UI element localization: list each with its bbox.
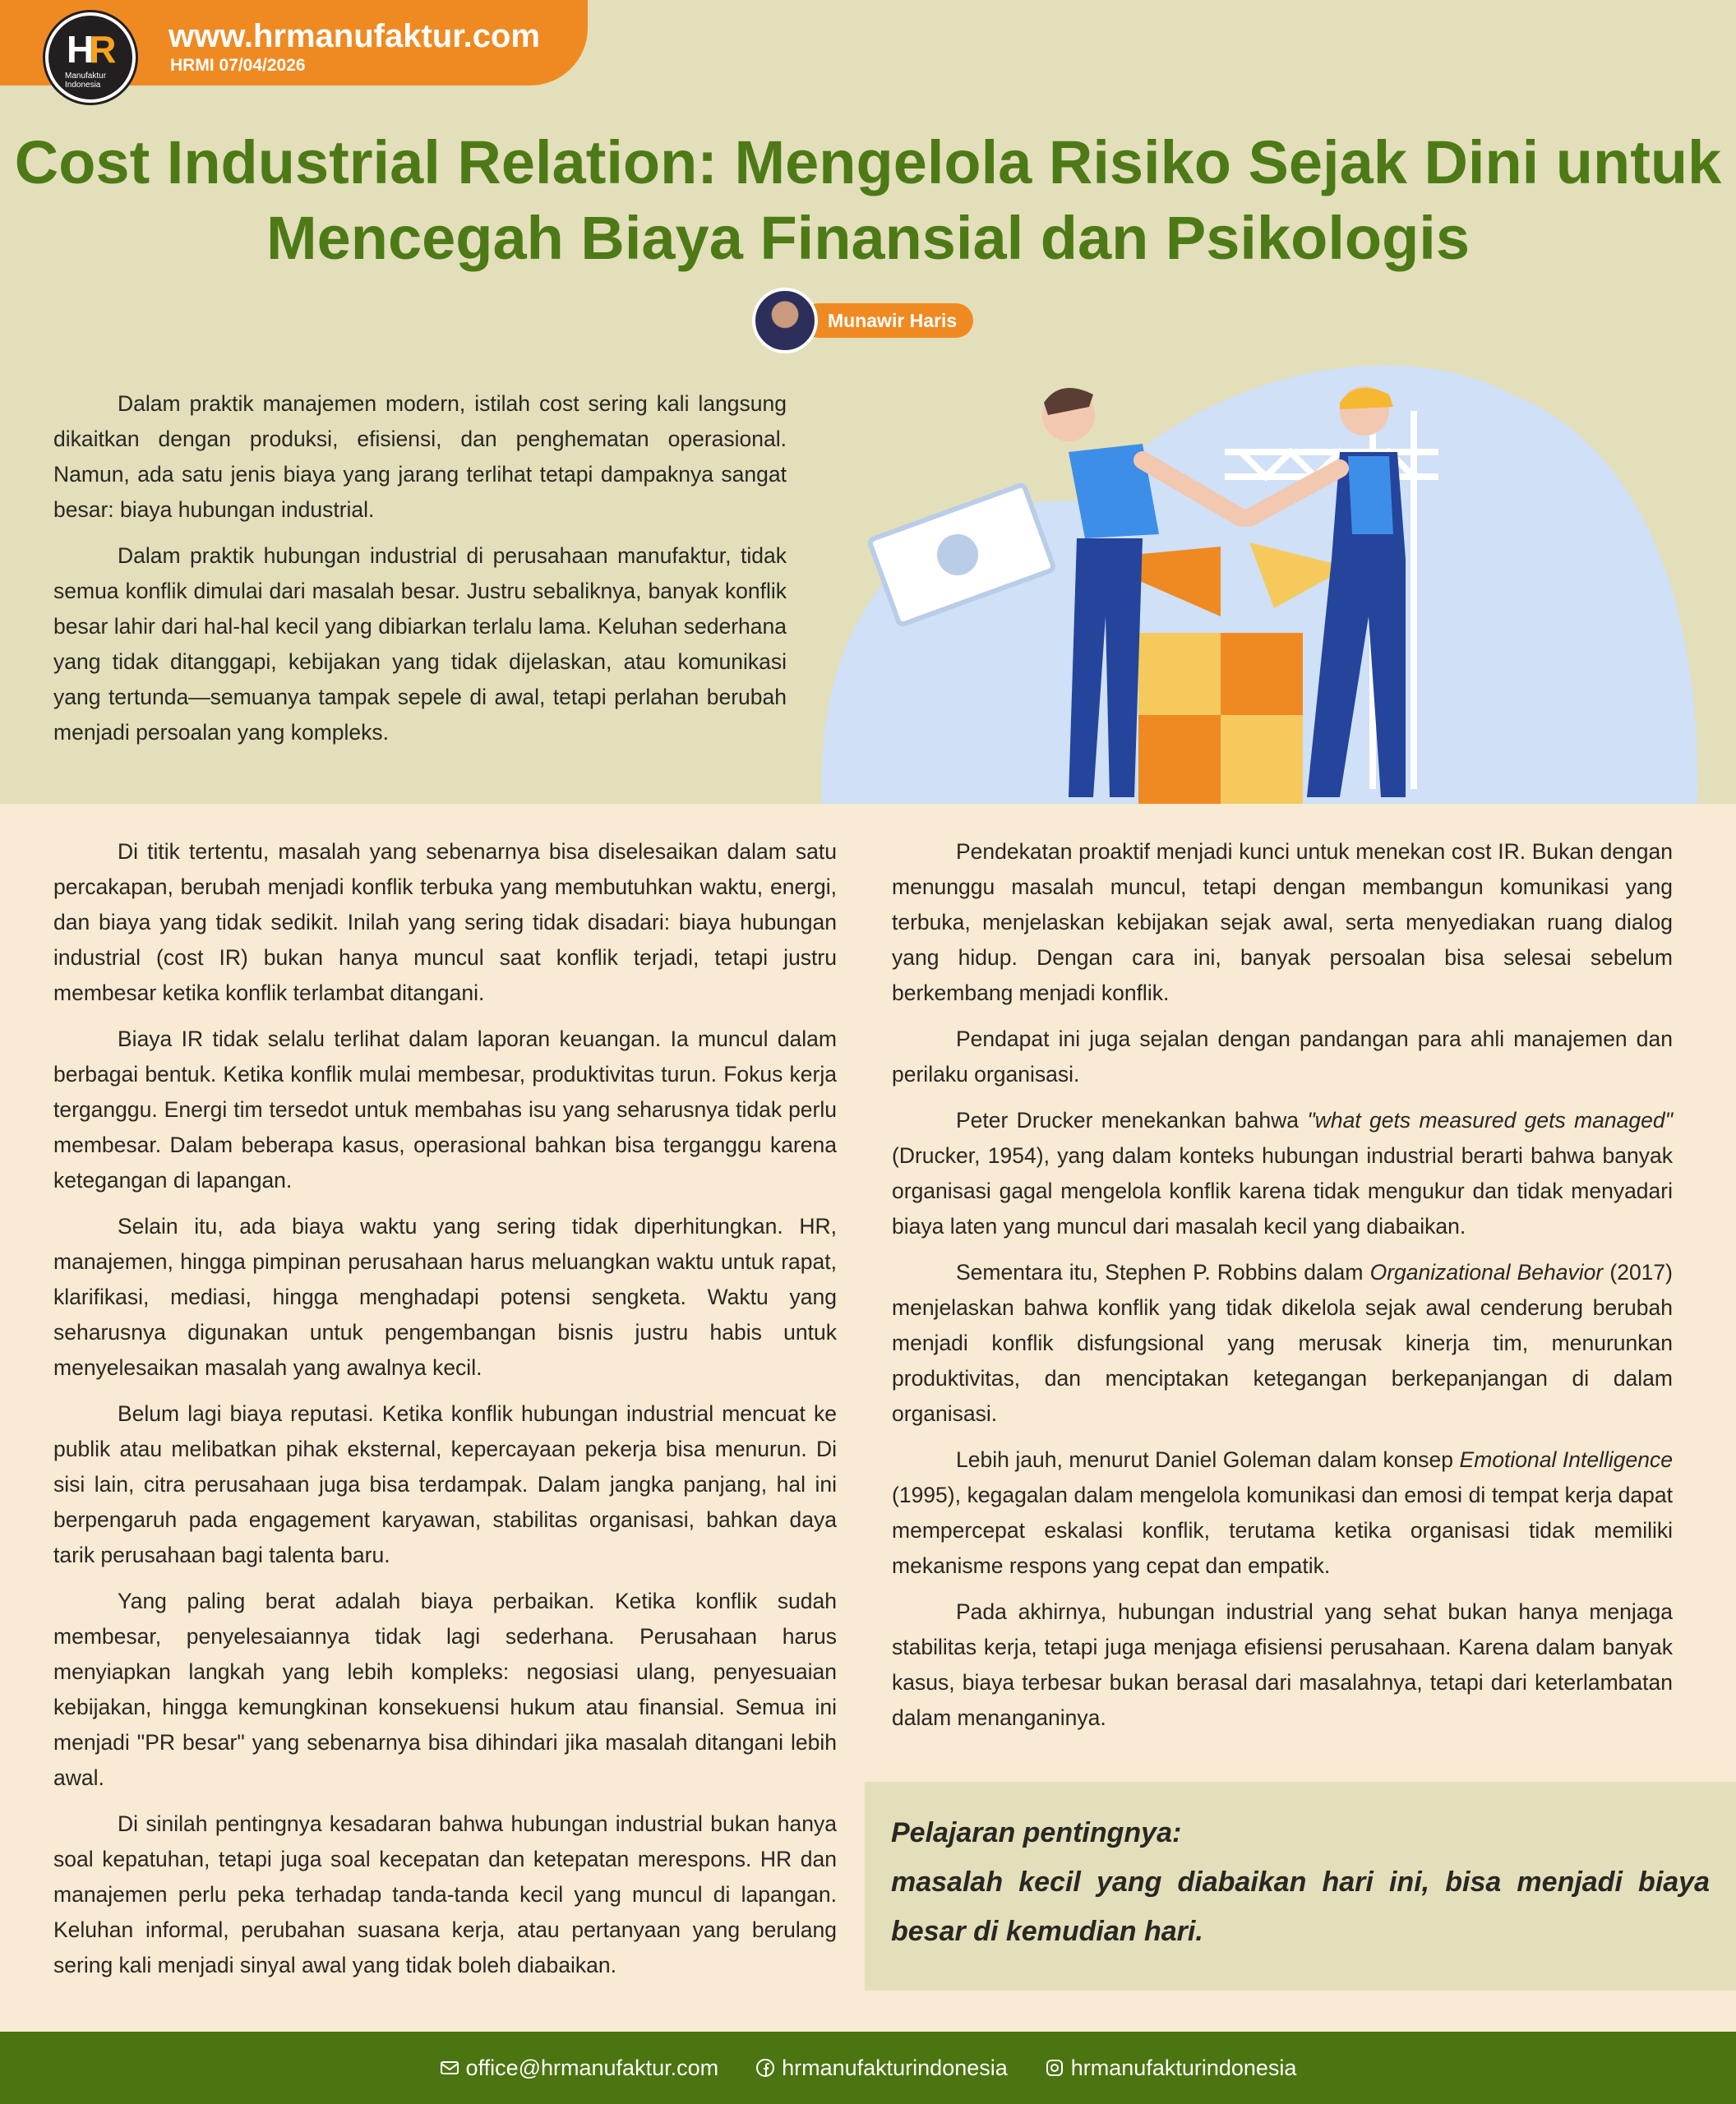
paragraph: Biaya IR tidak selalu terlihat dalam laporan keuangan. Ia muncul dalam berbagai bentuk. Ketika konflik mulai membesar, produktivitas turun. Fokus kerja terganggu. Energi tim tersedot untuk membahas isu yang seharusnya tidak perlu membesar. Dalam beberapa kasus, operasional bahkan bisa terganggu karena ketegangan di lapangan.: [53, 1027, 837, 1193]
edition-date: HRMI 07/04/2026: [170, 56, 306, 75]
paragraph: Pendapat ini juga sejalan dengan pandangan para ahli manajemen dan perilaku organisasi.: [892, 1027, 1673, 1087]
article-title: Cost Industrial Relation: Mengelola Risiko Sejak Dini untuk Mencegah Biaya Finansial dan Psikologis: [14, 128, 1722, 272]
paragraph: Pendekatan proaktif menjadi kunci untuk menekan cost IR. Bukan dengan menunggu masalah muncul, tetapi dengan membangun komunikasi yang terbuka, menjelaskan kebijakan sejak awal, serta menyediakan ruang dialog yang hidup. Dengan cara ini, banyak persoalan bisa selesai sebelum berkembang menjadi konflik.: [892, 839, 1673, 1005]
author-avatar: [752, 288, 818, 353]
facebook-icon: [755, 2058, 775, 2078]
handshake-illustration: [814, 345, 1710, 804]
callout-heading: Pelajaran pentingnya:: [891, 1817, 1182, 1848]
paragraph-drucker: Peter Drucker menekankan bahwa "what gets measured gets managed" (Drucker, 1954), yang dalam konteks hubungan industrial berarti bahwa banyak organisasi gagal mengelola konflik karena tidak mengukur dan tidak menyadari biaya laten yang muncul dari masalah kecil yang diabaikan.: [892, 1108, 1673, 1239]
hr-logo: HR Manufaktur Indonesia: [45, 12, 111, 111]
left-column: [53, 834, 837, 1994]
footer-email[interactable]: office@hrmanufaktur.com: [440, 2056, 719, 2081]
key-lesson-callout: [865, 1782, 1736, 1991]
paragraph: Dalam praktik manajemen modern, istilah cost sering kali langsung dikaitkan dengan produksi, efisiensi, dan penghematan operasional. Namun, ada satu jenis biaya yang jarang terlihat tetapi dampaknya sangat besar: biaya hubungan industrial.: [53, 391, 787, 522]
paragraph: Dalam praktik hubungan industrial di perusahaan manufaktur, tidak semua konflik dimulai dari masalah besar. Justru sebaliknya, banyak konflik besar lahir dari hal-hal kecil yang dibiarkan terlalu lama. Keluhan sederhana yang tidak ditanggapi, kebijakan yang tidak dijelaskan, atau komunikasi yang tertunda—semuanya tampak sepele di awal, tetapi perlahan berubah menjadi persoalan yang kompleks.: [53, 543, 787, 745]
paragraph-robbins: Sementara itu, Stephen P. Robbins dalam Organizational Behavior (2017) menjelaskan bahwa konflik yang tidak dikelola sejak awal cenderung berubah menjadi konflik disfungsional yang merusak kinerja tim, menurunkan produktivitas, dan menciptakan ketegangan berkepanjangan di dalam organisasi.: [892, 1260, 1673, 1426]
paragraph: Pada akhirnya, hubungan industrial yang sehat bukan hanya menjaga stabilitas kerja, tetapi juga menjaga efisiensi perusahaan. Karena dalam banyak kasus, biaya terbesar bukan berasal dari masalahnya, tetapi dari keterlambatan dalam menanganinya.: [892, 1599, 1673, 1730]
right-column: [892, 834, 1673, 1746]
mail-icon: [440, 2058, 459, 2078]
intro-text: [53, 386, 787, 761]
paragraph: Yang paling berat adalah biaya perbaikan. Ketika konflik sudah membesar, penyelesaiannya tidak lagi sederhana. Perusahaan harus menyiapkan langkah yang lebih kompleks: negosiasi ulang, penyesuaian kebijakan, hingga kemungkinan konsekuensi hukum atau finansial. Semua ini menjadi "PR besar" yang sebenarnya bisa dihindari jika masalah ditangani lebih awal.: [53, 1589, 837, 1790]
paragraph: Selain itu, ada biaya waktu yang sering tidak diperhitungkan. HR, manajemen, hingga pimpinan perusahaan harus meluangkan waktu untuk rapat, klarifikasi, mediasi, hingga menghadapi potensi sengketa. Waktu yang seharusnya digunakan untuk pengembangan bisnis justru habis untuk menyelesaikan masalah yang awalnya kecil.: [53, 1214, 837, 1380]
paragraph-goleman: Lebih jauh, menurut Daniel Goleman dalam konsep Emotional Intelligence (1995), kegagalan dalam mengelola komunikasi dan emosi di tempat kerja dapat mempercepat eskalasi konflik, terutama ketika organisasi tidak memiliki mekanisme respons yang cepat dan empatik.: [892, 1447, 1673, 1578]
paragraph: Di titik tertentu, masalah yang sebenarnya bisa diselesaikan dalam satu percakapan, berubah menjadi konflik terbuka yang membutuhkan waktu, energi, dan biaya yang tidak sedikit. Inilah yang sering tidak disadari: biaya hubungan industrial (cost IR) bukan hanya muncul saat konflik terjadi, tetapi justru membesar ketika konflik terlambat ditangani.: [53, 839, 837, 1005]
paragraph: Belum lagi biaya reputasi. Ketika konflik hubungan industrial mencuat ke publik atau melibatkan pihak eksternal, kepercayaan pekerja bisa menurun. Di sisi lain, citra perusahaan juga bisa terdampak. Dalam jangka panjang, hal ini berpengaruh pada engagement karyawan, stabilitas organisasi, bahkan daya tarik perusahaan bagi talenta baru.: [53, 1401, 837, 1567]
footer-facebook[interactable]: hrmanufakturindonesia: [755, 2056, 1008, 2081]
paragraph: Di sinilah pentingnya kesadaran bahwa hubungan industrial bukan hanya soal kepatuhan, tetapi juga soal kecepatan dan ketepatan merespons. HR dan manajemen perlu peka terhadap tanda-tanda kecil yang muncul di lapangan. Keluhan informal, perubahan suasana kerja, atau pertanyaan yang berulang sering kali menjadi sinyal awal yang tidak boleh diabaikan.: [53, 1811, 837, 1977]
footer-instagram[interactable]: hrmanufakturindonesia: [1045, 2056, 1297, 2081]
callout-body: masalah kecil yang diabaikan hari ini, bisa menjadi biaya besar di kemudian hari.: [891, 1866, 1710, 1947]
author-name: Munawir Haris: [801, 303, 973, 338]
site-url[interactable]: www.hrmanufaktur.com: [169, 18, 540, 54]
instagram-icon: [1045, 2058, 1064, 2078]
footer: [0, 2032, 1736, 2104]
